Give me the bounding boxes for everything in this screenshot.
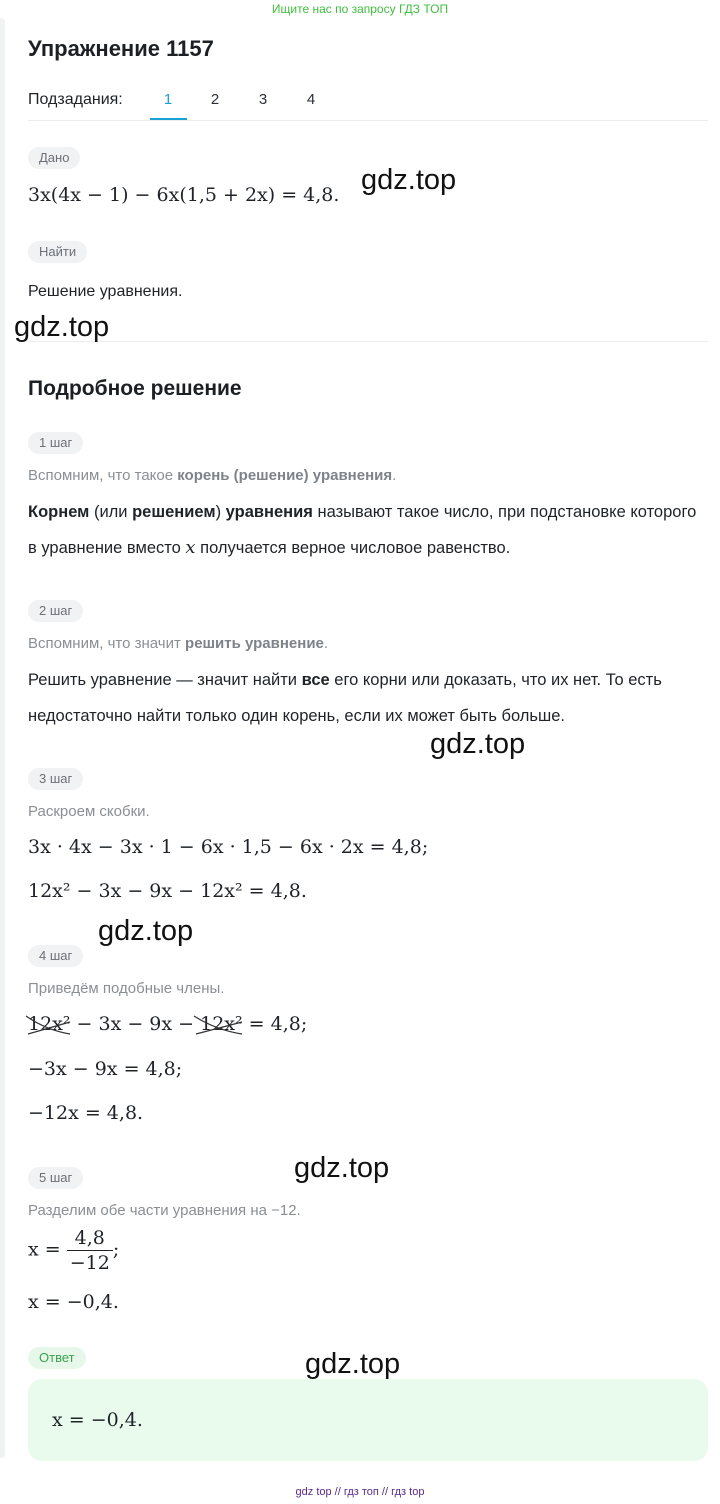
step-1-body: Корнем (или решением) уравнения называют такое число, при подстановке которого в уравнение вместо x получается верное числовое равенство. [28,503,697,558]
given-badge: Дано [28,147,80,169]
section-divider [28,341,708,342]
tabs-divider [28,120,708,121]
cancel-strike-marks [24,1010,274,1038]
fraction: $\frac{4,8}{-12}$ [67,1227,113,1274]
step-2-body: Решить уравнение — значит найти все его корни или доказать, что их нет. То есть недостаточно найти только один корень, если их может быть больше. [28,671,662,725]
find-badge: Найти [28,241,87,263]
step-2-badge: 2 шаг [28,600,83,622]
find-text: Решение уравнения. [28,283,183,300]
tab-subtask-4[interactable]: 4 [306,91,316,108]
footer-links[interactable]: gdz top // гдз топ // гдз top [295,1486,425,1498]
step-5-fraction-line: x = $\frac{4,8}{-12}$ ; [28,1227,120,1274]
watermark: gdz.top [98,915,194,947]
step-4-badge: 4 шаг [28,945,83,967]
left-edge-bar [0,18,5,1458]
watermark: gdz.top [430,728,526,760]
watermark: gdz.top [361,164,457,196]
answer-badge: Ответ [28,1347,86,1369]
step-1-hint: Вспомним, что такое корень (решение) уравнения. [28,467,397,484]
watermark: gdz.top [305,1348,401,1380]
step-5-hint: Разделим обе части уравнения на −12. [28,1202,301,1219]
subtasks-label: Подзадания: [28,91,123,108]
step-3-line-2: 12x² − 3x − 9x − 12x² = 4,8. [28,880,307,902]
step-3-line-1: 3x · 4x − 3x · 1 − 6x · 1,5 − 6x · 2x = 4,8; [28,836,429,858]
step-4-hint: Приведём подобные члены. [28,980,225,997]
page-title: Упражнение 1157 [28,36,214,61]
step-3-badge: 3 шаг [28,768,83,790]
answer-value: x = −0,4. [52,1409,143,1431]
step-4-line-1: 12x² − 3x − 9x − 12x² = 4,8; [28,1013,308,1035]
solution-title: Подробное решение [28,377,242,400]
given-equation: 3x(4x − 1) − 6x(1,5 + 2x) = 4,8. [28,184,340,206]
top-banner[interactable]: Ищите нас по запросу ГДЗ ТОП [271,2,449,16]
step-5-badge: 5 шаг [28,1167,83,1189]
step-5-line-1: x = −0,4. [28,1291,119,1313]
tab-subtask-3[interactable]: 3 [258,91,268,108]
watermark: gdz.top [294,1152,390,1184]
step-4-line-2: −3x − 9x = 4,8; [28,1058,183,1080]
step-1-badge: 1 шаг [28,432,83,454]
step-4-line-3: −12x = 4,8. [28,1102,144,1124]
watermark: gdz.top [14,311,110,343]
tab-subtask-1[interactable]: 1 [163,91,173,108]
step-3-hint: Раскроем скобки. [28,803,150,820]
step-2-hint: Вспомним, что значит решить уравнение. [28,635,329,652]
tab-subtask-2[interactable]: 2 [210,91,220,108]
